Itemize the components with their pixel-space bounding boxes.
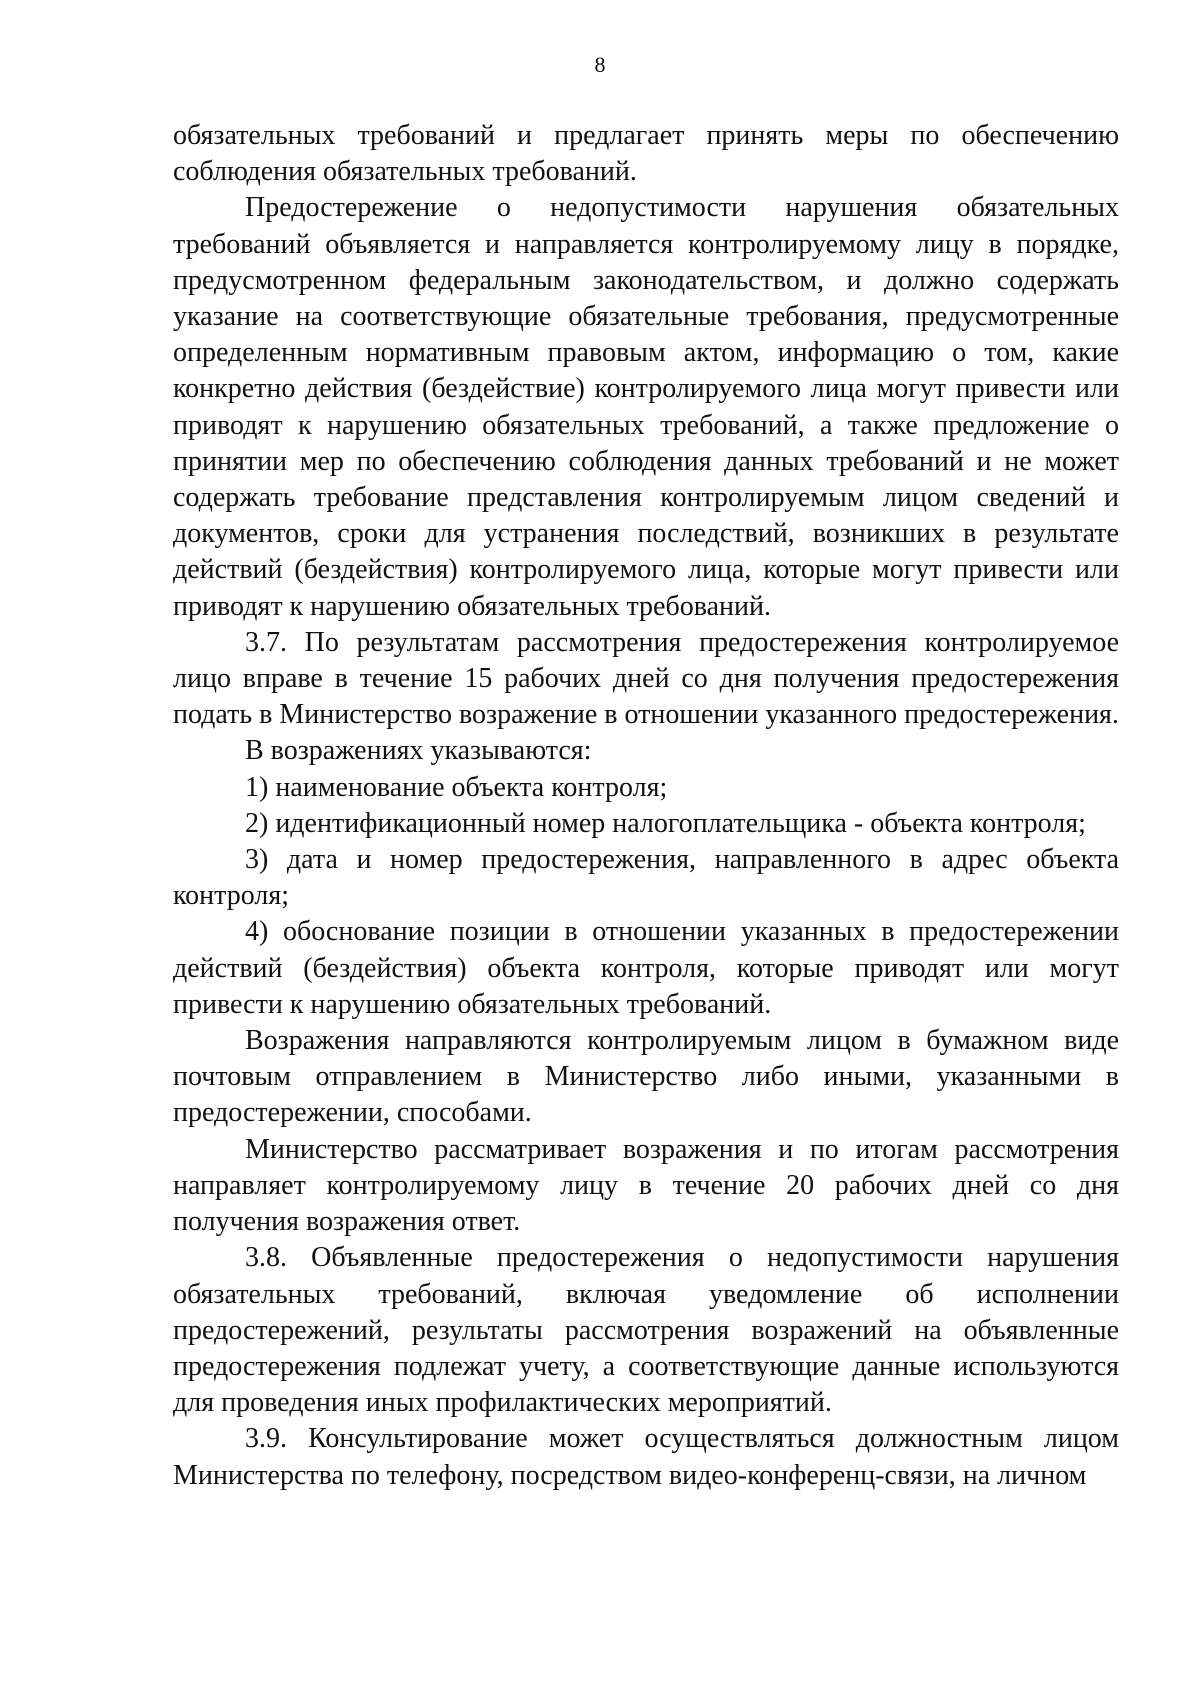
- list-item-2: 2) идентификационный номер налогоплательщика - объекта контроля;: [245, 807, 1086, 839]
- paragraph-section-3-8: 3.8. Объявленные предостережения о недопустимости нарушения обязательных требований, включая уведомление об исполнении предостережений, результаты рассмотрения возражений на объявленные предостережения подлежат учету, а соответствующие данные используются для проведения иных профилактических мероприятий.: [173, 1242, 1119, 1419]
- paragraph-objections-intro: В возражениях указываются:: [245, 735, 592, 767]
- paragraph-objections-delivery: Возражения направляются контролируемым лицом в бумажном виде почтовым отправлением в Министерство либо иными, указанными в предостережении, способами.: [173, 1025, 1119, 1129]
- paragraph-ministry-review: Министерство рассматривает возражения и по итогам рассмотрения направляет контролируемому лицу в течение 20 рабочих дней со дня получения возражения ответ.: [173, 1133, 1119, 1238]
- paragraph-continuation: обязательных требований и предлагает принять меры по обеспечению соблюдения обязательных требований.: [173, 120, 1119, 188]
- paragraph-section-3-9: 3.9. Консультирование может осуществляться должностным лицом Министерства по телефону, посредством видео-конференц-связи, на личном: [173, 1423, 1119, 1491]
- list-item-1: 1) наименование объекта контроля;: [245, 771, 668, 803]
- paragraph-warning-content: Предостережение о недопустимости нарушения обязательных требований объявляется и направляется контролируемому лицу в порядке, предусмотренном федеральным законодательством, и должно содержать указание на соответствующие обязательные требования, предусмотренные определенным нормативным правовым актом, информацию о том, какие конкретно действия (бездействие) контролируемого лица могут привести или приводят к нарушению обязательных требований, а также предложение о принятии мер по обеспечению соблюдения данных требований и не может содержать требование представления контролируемым лицом сведений и документов, сроки для устранения последствий, возникших в результате действий (бездействия) контролируемого лица, которые могут привести или приводят к нарушению обязательных требований.: [173, 192, 1119, 622]
- paragraph-section-3-7: 3.7. По результатам рассмотрения предостережения контролируемое лицо вправе в течение 15 рабочих дней со дня получения предостережения подать в Министерство возражение в отношении указанного предостережения.: [173, 626, 1119, 731]
- list-item-3: 3) дата и номер предостережения, направленного в адрес объекта контроля;: [173, 844, 1119, 912]
- page-number: 8: [594, 52, 606, 77]
- document-body: [173, 118, 1119, 1494]
- list-item-4: 4) обоснование позиции в отношении указанных в предостережении действий (бездействия) объекта контроля, которые приводят или могут привести к нарушению обязательных требований.: [173, 916, 1119, 1020]
